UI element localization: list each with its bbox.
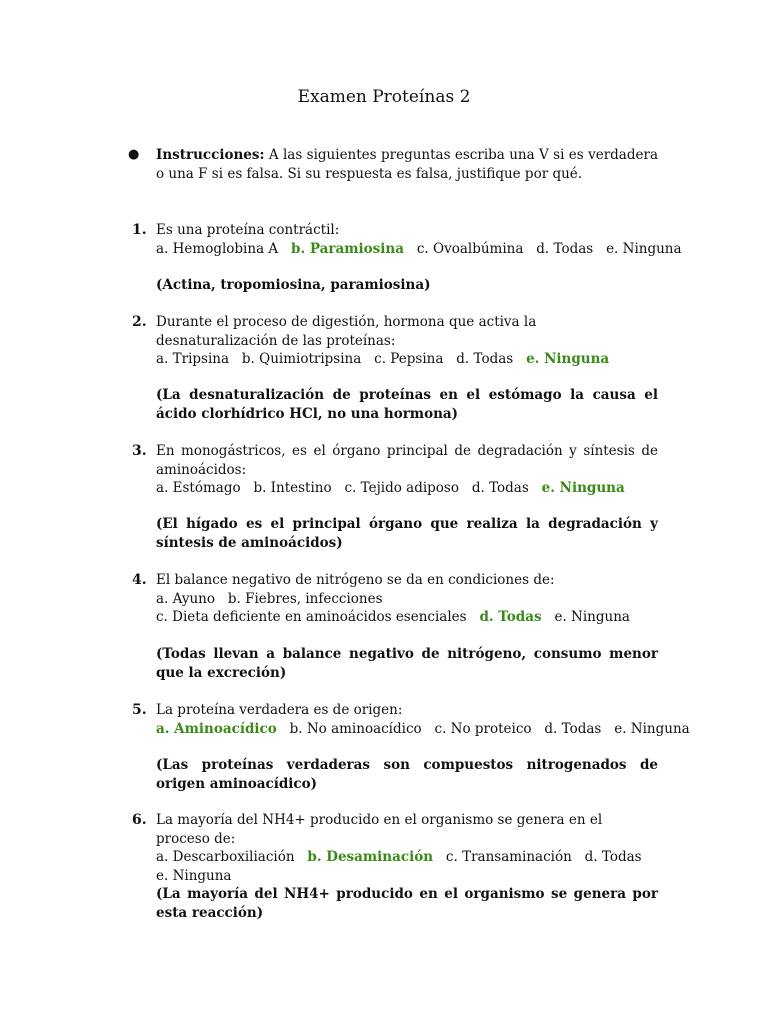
question-text: Es una proteína contráctil: — [156, 222, 340, 238]
bullet-icon: ● — [128, 147, 140, 162]
page-title: Examen Proteínas 2 — [297, 87, 471, 107]
question-4 — [132, 571, 658, 627]
options-line — [156, 350, 658, 369]
options-line — [156, 240, 682, 259]
correct-option: b. Paramiosina — [291, 240, 404, 257]
question-text: El balance negativo de nitrógeno se da en condiciones de: — [156, 572, 555, 588]
question-number: 2. — [132, 314, 147, 330]
question-number: 6. — [132, 812, 147, 828]
question-number: 1. — [132, 222, 147, 238]
answer-1: (Actina, tropomiosina, paramiosina) — [156, 277, 431, 293]
options-line — [156, 867, 658, 886]
options-line — [156, 479, 658, 498]
question-text: Durante el proceso de digestión, hormona que activa la desnaturalización de las proteínas: — [156, 314, 537, 349]
options-line — [156, 848, 658, 867]
correct-option: b. Desaminación — [307, 849, 434, 865]
question-number: 4. — [132, 572, 147, 588]
option-text: a. Descarboxiliación — [156, 849, 308, 865]
question-5 — [132, 701, 690, 738]
option-text: c. Dieta deficiente en aminoácidos esenciales — [156, 609, 480, 625]
question-1 — [132, 221, 682, 258]
answer-3: (El hígado es el principal órgano que realiza la degradación y síntesis de aminoácidos) — [156, 516, 658, 551]
question-6 — [132, 811, 658, 885]
instructions — [156, 146, 658, 183]
question-text: La mayoría del NH4+ producido en el organismo se genera en el proceso de: — [156, 812, 603, 847]
answer-6: (La mayoría del NH4+ producido en el organismo se genera por esta reacción) — [156, 886, 658, 921]
option-text: c. Ovoalbúmina d. Todas e. Ninguna — [403, 240, 682, 257]
question-number: 5. — [132, 702, 147, 718]
question-text: La proteína verdadera es de origen: — [156, 702, 403, 718]
correct-option: d. Todas — [479, 609, 542, 625]
answer-2: (La desnaturalización de proteínas en el estómago la causa el ácido clorhídrico HCl, no una hormona) — [156, 387, 658, 422]
correct-option: a. Aminoacídico — [156, 720, 277, 737]
option-text: a. Tripsina b. Quimiotripsina c. Pepsina d. Todas — [156, 351, 527, 367]
options-line — [156, 590, 658, 609]
instructions-text: A las siguientes preguntas escriba una V si es verdadera o una F si es falsa. Si su respuesta es falsa, justifique por qué. — [156, 147, 658, 182]
instructions-label: Instrucciones: — [156, 147, 265, 163]
correct-option: e. Ninguna — [541, 480, 625, 496]
option-text: c. Transaminación d. Todas — [433, 849, 642, 865]
question-number: 3. — [132, 443, 147, 459]
option-text: e. Ninguna — [156, 867, 232, 884]
option-text: a. Estómago b. Intestino c. Tejido adiposo d. Todas — [156, 480, 542, 496]
question-text: En monogástricos, es el órgano principal de degradación y síntesis de aminoácidos: — [156, 443, 658, 478]
answer-4: (Todas llevan a balance negativo de nitrógeno, consumo menor que la excreción) — [156, 646, 658, 681]
option-text: e. Ninguna — [541, 609, 630, 625]
correct-option: e. Ninguna — [526, 351, 610, 367]
option-text: b. No aminoacídico c. No proteico d. Todas e. Ninguna — [276, 720, 690, 737]
question-3 — [132, 442, 658, 498]
answer-5: (Las proteínas verdaderas son compuestos nitrogenados de origen aminoacídico) — [156, 757, 658, 792]
options-line — [156, 608, 658, 627]
options-line — [156, 720, 690, 739]
option-text: a. Hemoglobina A — [156, 240, 292, 257]
question-2 — [132, 313, 658, 369]
option-text: a. Ayuno b. Fiebres, infecciones — [156, 590, 383, 607]
